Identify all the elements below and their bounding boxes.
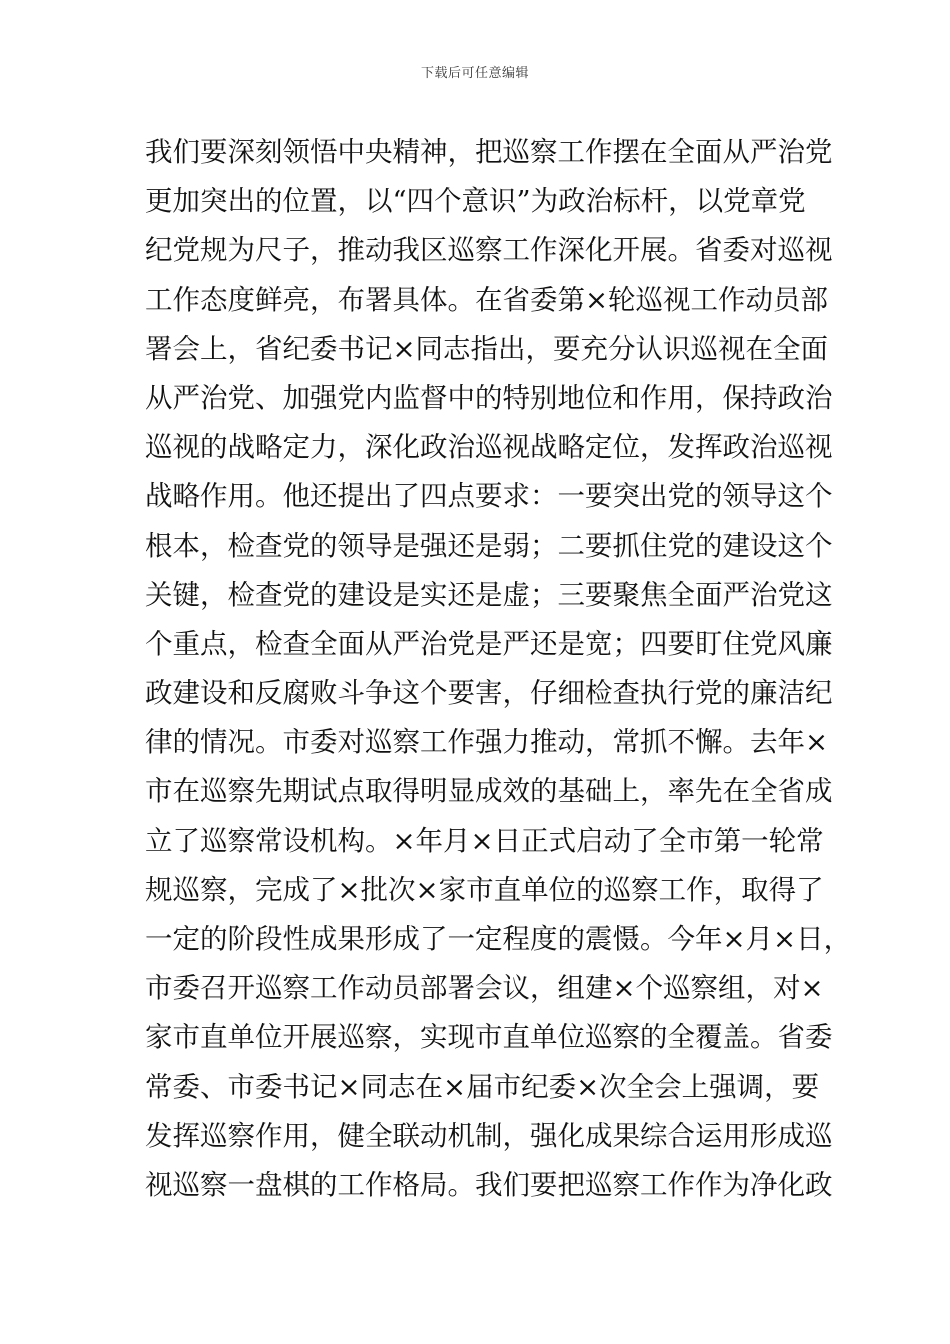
text-line: 市在巡察先期试点取得明显成效的基础上，率先在全省成 [145, 775, 833, 808]
text-line: 个重点，检查全面从严治党是严还是宽；四要盯住党风廉 [145, 627, 833, 660]
text-line: 市委召开巡察工作动员部署会议，组建×个巡察组，对× [145, 972, 824, 1005]
text-line: 发挥巡察作用，健全联动机制，强化成果综合运用形成巡 [145, 1119, 833, 1152]
document-body [145, 128, 852, 1210]
text-line: 纪党规为尺子，推动我区巡察工作深化开展。省委对巡视 [145, 234, 833, 267]
text-line: 从严治党、加强党内监督中的特别地位和作用，保持政治 [145, 381, 833, 414]
text-line: 工作态度鲜亮，布署具体。在省委第×轮巡视工作动员部 [145, 283, 829, 316]
text-line: 政建设和反腐败斗争这个要害，仔细检查执行党的廉洁纪 [145, 677, 833, 710]
text-line: 视巡察一盘棋的工作格局。我们要把巡察工作作为净化政 [145, 1168, 833, 1201]
text-line: 家市直单位开展巡察，实现市直单位巡察的全覆盖。省委 [145, 1021, 833, 1054]
text-line: 一定的阶段性成果形成了一定程度的震慑。今年×月×日， [145, 923, 852, 955]
text-line: 规巡察，完成了×批次×家市直单位的巡察工作，取得了 [145, 873, 824, 906]
text-line: 根本，检查党的领导是强还是弱；二要抓住党的建设这个 [145, 529, 833, 562]
text-line: 署会上，省纪委书记×同志指出，要充分认识巡视在全面 [145, 332, 829, 365]
text-line: 常委、市委书记×同志在×届市纪委×次全会上强调，要 [145, 1070, 820, 1103]
text-line: 巡视的战略定力，深化政治巡视战略定位，发挥政治巡视 [145, 431, 833, 464]
text-line: 立了巡察常设机构。×年月×日正式启动了全市第一轮常 [145, 824, 824, 857]
text-line: 律的情况。市委对巡察工作强力推动，常抓不懈。去年× [145, 726, 829, 759]
text-line: 关键，检查党的建设是实还是虚；三要聚焦全面严治党这 [145, 578, 833, 611]
text-line: 战略作用。他还提出了四点要求：一要突出党的领导这个 [145, 480, 833, 513]
text-line: 我们要深刻领悟中央精神，把巡察工作摆在全面从严治党 [145, 136, 833, 168]
text-line: 更加突出的位置，以“四个意识”为政治标杆，以党章党 [145, 185, 806, 218]
header-note: 下载后可任意编辑 [420, 66, 529, 81]
